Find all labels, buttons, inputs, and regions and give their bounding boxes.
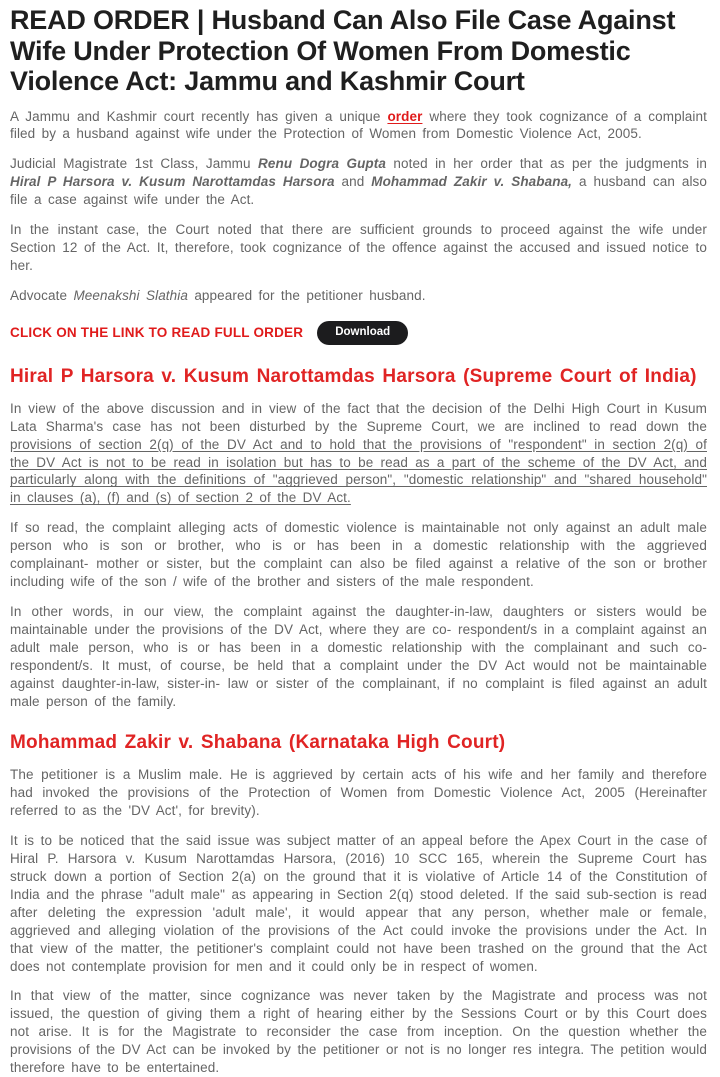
text-run: Advocate xyxy=(10,288,74,304)
text-run: In view of the above discussion and in view of the fact that the decision of the Delhi High Court in Kusum Lata Sharma's case has not been disturbed by the Supreme Court, we are inclined to read down the xyxy=(10,400,707,434)
text-run: In the instant case, the Court noted that there are sufficient grounds to proceed against the wife under Section 12 of the Act. It, therefore, took cognizance of the offence against the accused and issued notice to her. xyxy=(10,222,707,274)
article-intro xyxy=(10,108,707,306)
text-run: a husband can also file a case against wife under the Act. xyxy=(10,174,707,208)
text-run: Meenakshi Slathia xyxy=(73,288,188,304)
section-heading: Mohammad Zakir v. Shabana (Karnataka High Court) xyxy=(10,731,506,753)
text-run: Judicial Magistrate 1st Class, Jammu xyxy=(10,156,259,172)
text-run: In that view of the matter, since cognizance was never taken by the Magistrate and process was not issued, the question of giving them a right of hearing either by the Sessions Court or by this Court does not arise. It is for the Magistrate to reconsider the case from inception. On the question whether the provisions of the DV Act can be invoked by the petitioner or not is no longer res integra. The petition would therefore have to be entertained. xyxy=(10,988,707,1076)
text-run: A Jammu and Kashmir court recently has given a unique xyxy=(10,108,388,124)
download-button[interactable]: Download xyxy=(317,321,408,345)
text-run: If so read, the complaint alleging acts of domestic violence is maintainable not only against an adult male person who is son or brother, who is or has been in a domestic relationship with the aggrieved complainant- mother or sister, but the complaint can also be filed against a relative of the son or brother including wife of the son / wife of the brother and sisters of the male respondent. xyxy=(10,520,707,590)
page-title: READ ORDER | Husband Can Also File Case Against Wife Under Protection Of Women From Domestic Violence Act: Jammu and Kashmir Court xyxy=(10,5,676,96)
paragraph xyxy=(10,519,707,591)
paragraph xyxy=(10,400,707,508)
paragraph xyxy=(10,766,707,820)
paragraph xyxy=(10,221,707,275)
text-run: The petitioner is a Muslim male. He is aggrieved by certain acts of his wife and her family and therefore had invoked the provisions of the Protection of Women from Domestic Violence Act, 2005 (Hereinafter referred to as the 'DV Act', for brevity). xyxy=(10,766,707,818)
text-run: Hiral P Harsora v. Kusum Narottamdas Harsora xyxy=(10,174,335,190)
read-order-cta xyxy=(10,321,707,345)
text-run: In other words, in our view, the complaint against the daughter-in-law, daughters or sisters would be maintainable under the provisions of the DV Act, where they are co- respondent/s in a complaint against an adult male person, who is or has been in a domestic relationship with the complainant and such co-respondent/s. It must, of course, be held that a complaint under the DV Act would not be maintainable against daughter-in-law, sister-in- law or sister of the complainant, if no complaint is filed against an adult male person of the family. xyxy=(10,604,707,709)
article-sections xyxy=(10,364,707,1077)
paragraph xyxy=(10,155,707,209)
text-run: It is to be noticed that the said issue was subject matter of an appeal before the Apex Court in the case of Hiral P. Harsora v. Kusum Narottamdas Harsora, (2016) 10 SCC 165, wherein the Supreme Court has struck down a portion of Section 2(a) on the ground that it is violative of Article 14 of the Constitution of India and the phrase "adult male" as appearing in Section 2(q) stood deleted. If the said sub-section is read after deleting the expression 'adult male', it would appear that any person, whether male or female, aggrieved and alleging violation of the provisions of the Act could invoke the provisions under the Act. In that view of the matter, the petitioner's complaint could not have been trashed on the ground that the Act does not contemplate provision for men and it could only be in respect of women. xyxy=(10,832,707,974)
text-run: noted in her order that as per the judgments in xyxy=(386,156,707,172)
paragraph xyxy=(10,987,707,1077)
text-run: Renu Dogra Gupta xyxy=(258,156,386,172)
paragraph xyxy=(10,832,707,976)
text-run: and xyxy=(334,174,372,190)
text-run: provisions of section 2(q) of the DV Act and to hold that the provisions of "respondent" in section 2(q) of the DV Act is not to be read in isolation but has to be read as a part of the scheme of the DV Act, and particularly along with the definitions of "aggrieved person", "domestic relationship" and "shared household" in clauses (a), (f) and (s) of section 2 of the DV Act. xyxy=(10,436,707,506)
paragraph xyxy=(10,287,707,305)
section-heading: Hiral P Harsora v. Kusum Narottamdas Harsora (Supreme Court of India) xyxy=(10,365,697,387)
read-full-order-label: CLICK ON THE LINK TO READ FULL ORDER xyxy=(10,325,304,341)
text-run: appeared for the petitioner husband. xyxy=(187,288,426,304)
paragraph xyxy=(10,108,707,144)
text-run: where they took cognizance of a complaint filed by a husband against wife under the Protection of Women from Domestic Violence Act, 2005. xyxy=(10,108,707,142)
order-link[interactable]: order xyxy=(387,108,423,124)
paragraph xyxy=(10,603,707,711)
text-run: Mohammad Zakir v. Shabana, xyxy=(371,174,573,190)
